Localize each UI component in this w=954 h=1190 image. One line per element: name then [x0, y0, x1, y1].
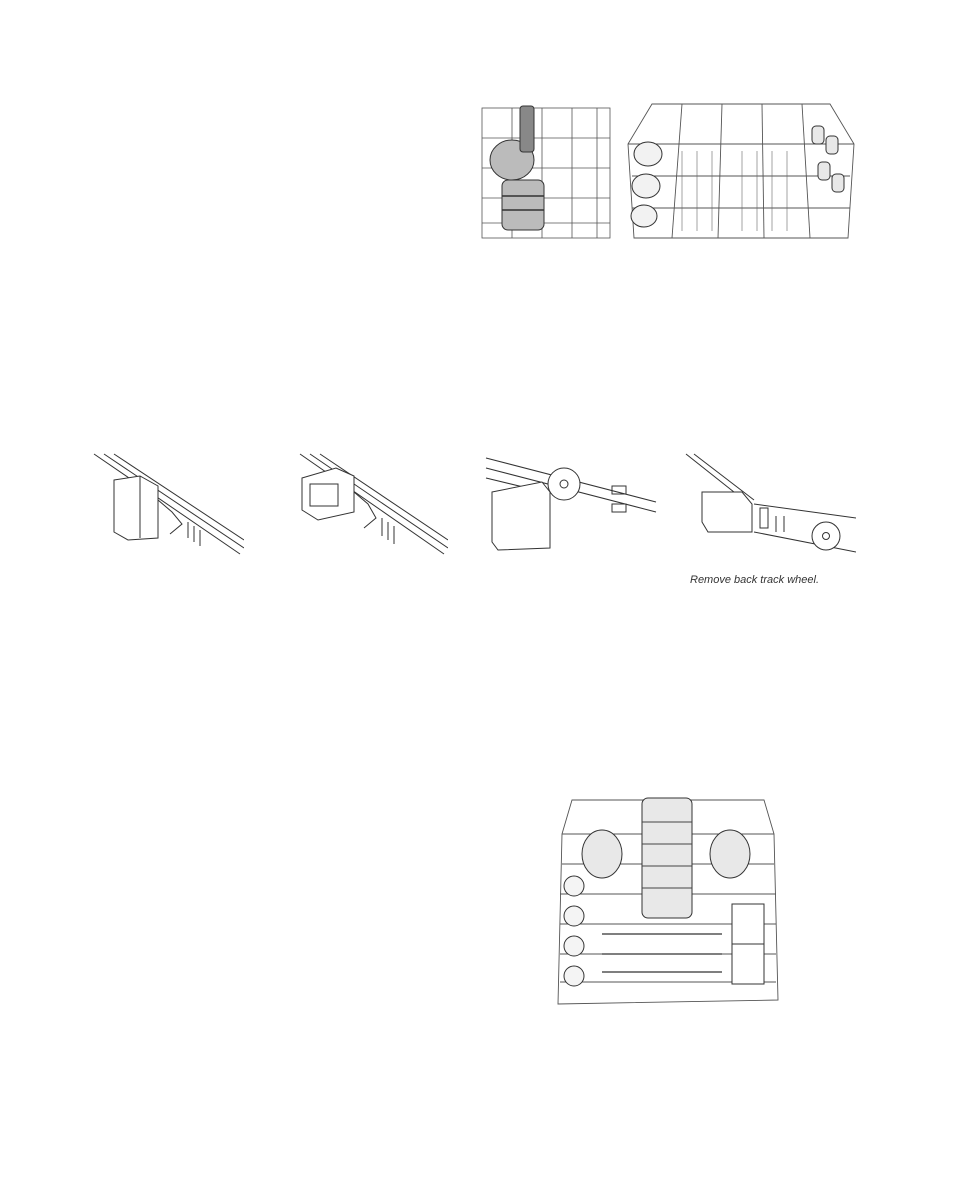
lower-rack-loaded-figure [552, 794, 782, 1012]
rail-track-icon [296, 452, 448, 558]
track-step-2-figure [296, 452, 448, 558]
track-step-1-figure [90, 452, 244, 558]
rail-wheel-icon [484, 452, 658, 556]
rail-wheel-removal-icon [684, 452, 856, 564]
dish-rack-side-icon [472, 98, 616, 246]
track-step-4-figure [684, 452, 856, 564]
dish-rack-top-icon [622, 96, 860, 248]
upper-rack-loaded-figure [622, 96, 860, 248]
track-step-3-figure [484, 452, 658, 556]
track-step-4-caption: Remove back track wheel. [690, 574, 819, 586]
rail-track-icon [90, 452, 244, 558]
upper-rack-side-figure [472, 98, 616, 246]
dish-rack-top-icon [552, 794, 782, 1012]
